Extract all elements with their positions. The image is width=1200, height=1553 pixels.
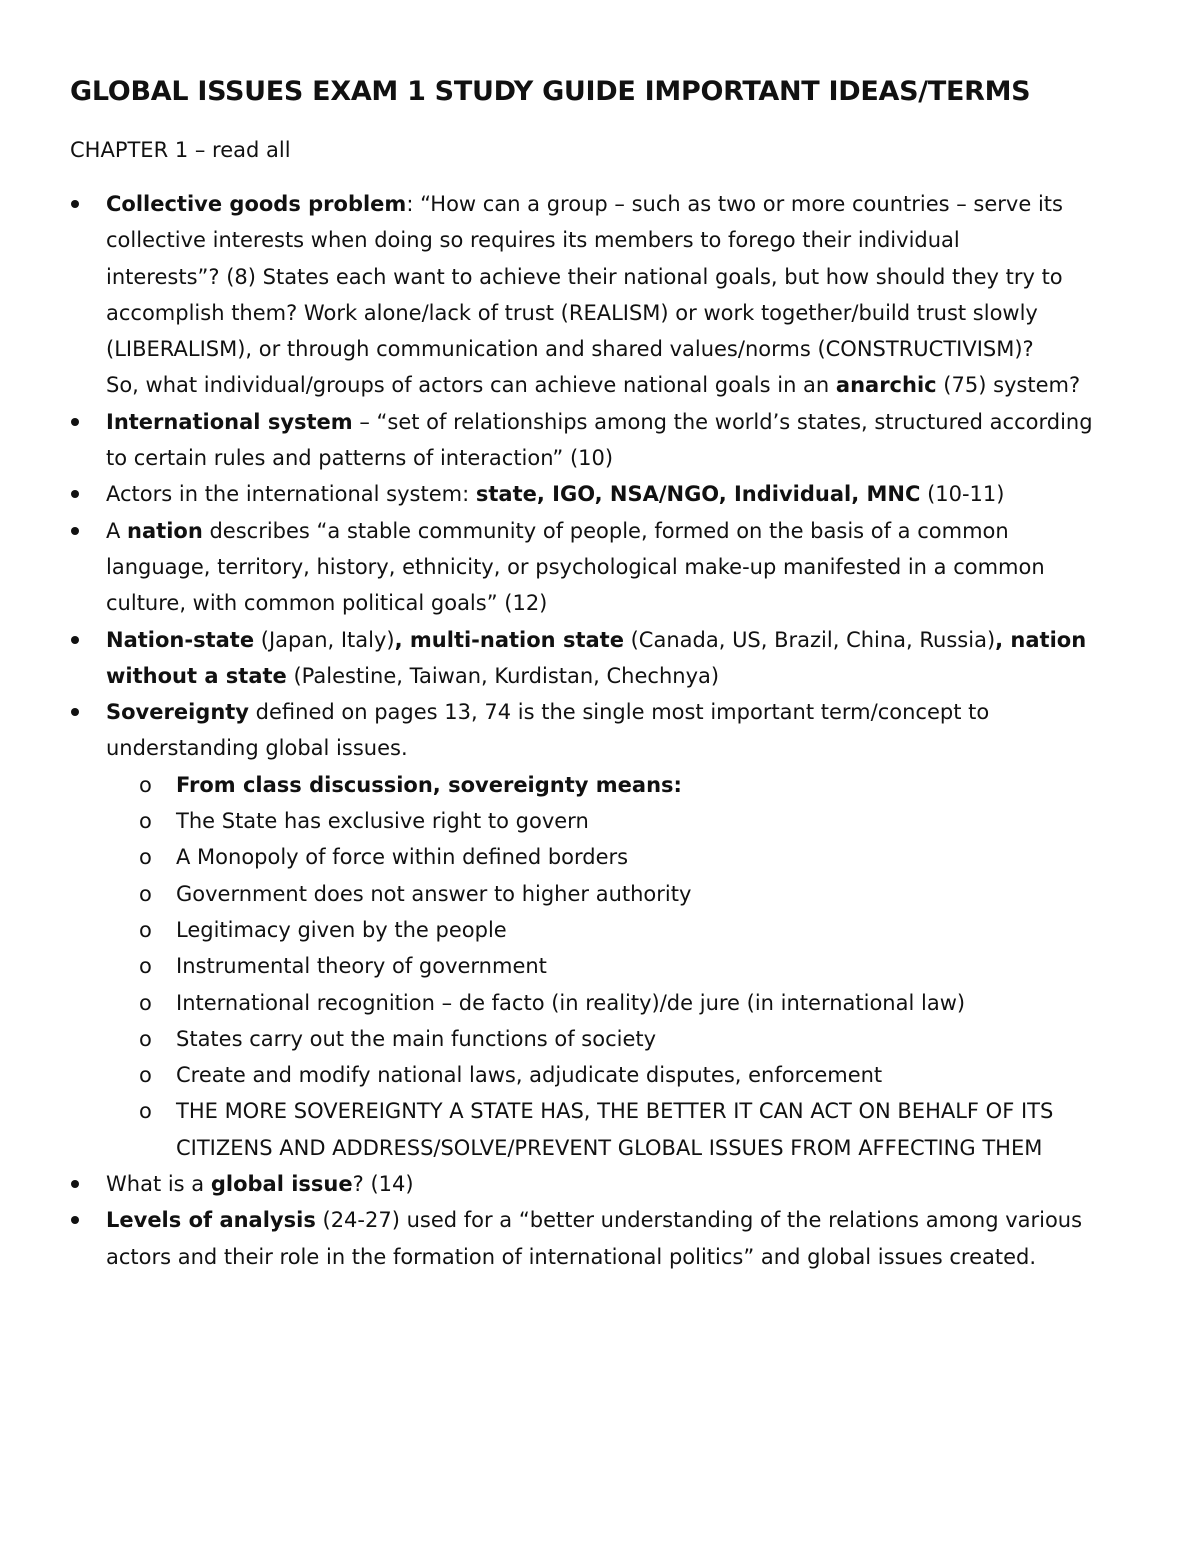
sub-list-item: o Government does not answer to higher authority [0, 876, 1200, 912]
sub-list-item: o The State has exclusive right to govern [0, 803, 1200, 839]
circle-bullet-icon: o [139, 1026, 152, 1051]
sub-list-item: o International recognition – de facto (in reality)/de jure (in international law) [0, 985, 1200, 1021]
chapter-heading: CHAPTER 1 – read all [70, 138, 291, 162]
list-item-levels-of-analysis: Levels of analysis (24-27) used for a “better understanding of the relations among various actors and their role in the formation of international politics” and global issues created. [0, 1202, 1200, 1275]
sub-list-item: o States carry out the main functions of society [0, 1021, 1200, 1057]
sub-heading: From class discussion, sovereignty means: [176, 772, 682, 797]
term-nation-without-state: , nation [995, 627, 1087, 652]
bullet-icon [71, 527, 79, 535]
list-item-sovereignty: Sovereignty defined on pages 13, 74 is the single most important term/concept to understanding global issues. [0, 694, 1200, 767]
circle-bullet-icon: o [139, 809, 152, 834]
bullet-icon [71, 200, 79, 208]
list-item-nation-state: Nation-state (Japan, Italy), multi-nation state (Canada, US, Brazil, China, Russia), nation without a state (Palestine, Taiwan, Kurdistan, Chechnya) [0, 622, 1200, 695]
term-collective-goods: Collective goods problem [106, 192, 407, 216]
bullet-list [0, 186, 1200, 1275]
bullet-icon [71, 490, 79, 498]
sub-list-item: o Create and modify national laws, adjudicate disputes, enforcement [0, 1057, 1200, 1093]
sub-list-item: o A Monopoly of force within defined borders [0, 839, 1200, 875]
bullet-icon [71, 708, 79, 716]
circle-bullet-icon: o [139, 1099, 152, 1124]
term-nation-state: Nation-state [106, 627, 255, 652]
term-actors: state, IGO, NSA/NGO, Individual, MNC [475, 482, 921, 507]
circle-bullet-icon: o [139, 845, 152, 870]
sub-list-item: o Instrumental theory of government [0, 948, 1200, 984]
list-item-nation: A nation describes “a stable community of people, formed on the basis of a common language, territory, history, ethnicity, or psychological make-up manifested in a common culture, with common political goals” (12) [0, 513, 1200, 622]
bullet-icon [71, 418, 79, 426]
circle-bullet-icon: o [139, 990, 152, 1015]
circle-bullet-icon: o [139, 954, 152, 979]
list-item-actors: Actors in the international system: state, IGO, NSA/NGO, Individual, MNC (10-11) [0, 476, 1200, 512]
term-international-system: International system [106, 409, 353, 434]
term-multi-nation-state: , multi-nation state [394, 627, 624, 652]
document-title: GLOBAL ISSUES EXAM 1 STUDY GUIDE IMPORTANT IDEAS/TERMS [70, 76, 1031, 107]
bullet-icon [71, 1216, 79, 1224]
sub-list-item [0, 767, 1200, 803]
sub-list-item: o Legitimacy given by the people [0, 912, 1200, 948]
list-item-international-system: International system – “set of relationships among the world’s states, structured according to certain rules and patterns of interaction” (10) [0, 404, 1200, 477]
term-global-issue: global issue [210, 1172, 353, 1197]
term-levels-of-analysis: Levels of analysis [106, 1208, 316, 1233]
list-item-collective-goods: Collective goods problem: “How can a group – such as two or more countries – serve its collective interests when doing so requires its members to forego their individual interests”? (8) States each want to achieve their national goals, but how should they try to accomplish them? Work alone/lack of trust (REALISM) or work together/build trust slowly (LIBERALISM), or through communication and shared values/norms (CONSTRUCTIVISM)? So, what individual/groups of actors can achieve national goals in an anarchic (75) system? [0, 186, 1200, 404]
circle-bullet-icon: o [139, 881, 152, 906]
bullet-icon [71, 636, 79, 644]
bullet-icon [71, 1180, 79, 1188]
circle-bullet-icon: o [139, 917, 152, 942]
circle-bullet-icon: o [139, 1063, 152, 1088]
sub-list-item: o THE MORE SOVEREIGNTY A STATE HAS, THE BETTER IT CAN ACT ON BEHALF OF ITS CITIZENS AND ADDRESS/SOLVE/PREVENT GLOBAL ISSUES FROM AFFECTING THEM [0, 1093, 1200, 1166]
term-sovereignty: Sovereignty [106, 700, 249, 725]
term-anarchic: anarchic [835, 373, 937, 398]
term-nation: nation [127, 518, 203, 543]
list-item-global-issue: What is a global issue? (14) [0, 1166, 1200, 1202]
circle-bullet-icon: o [139, 772, 152, 797]
